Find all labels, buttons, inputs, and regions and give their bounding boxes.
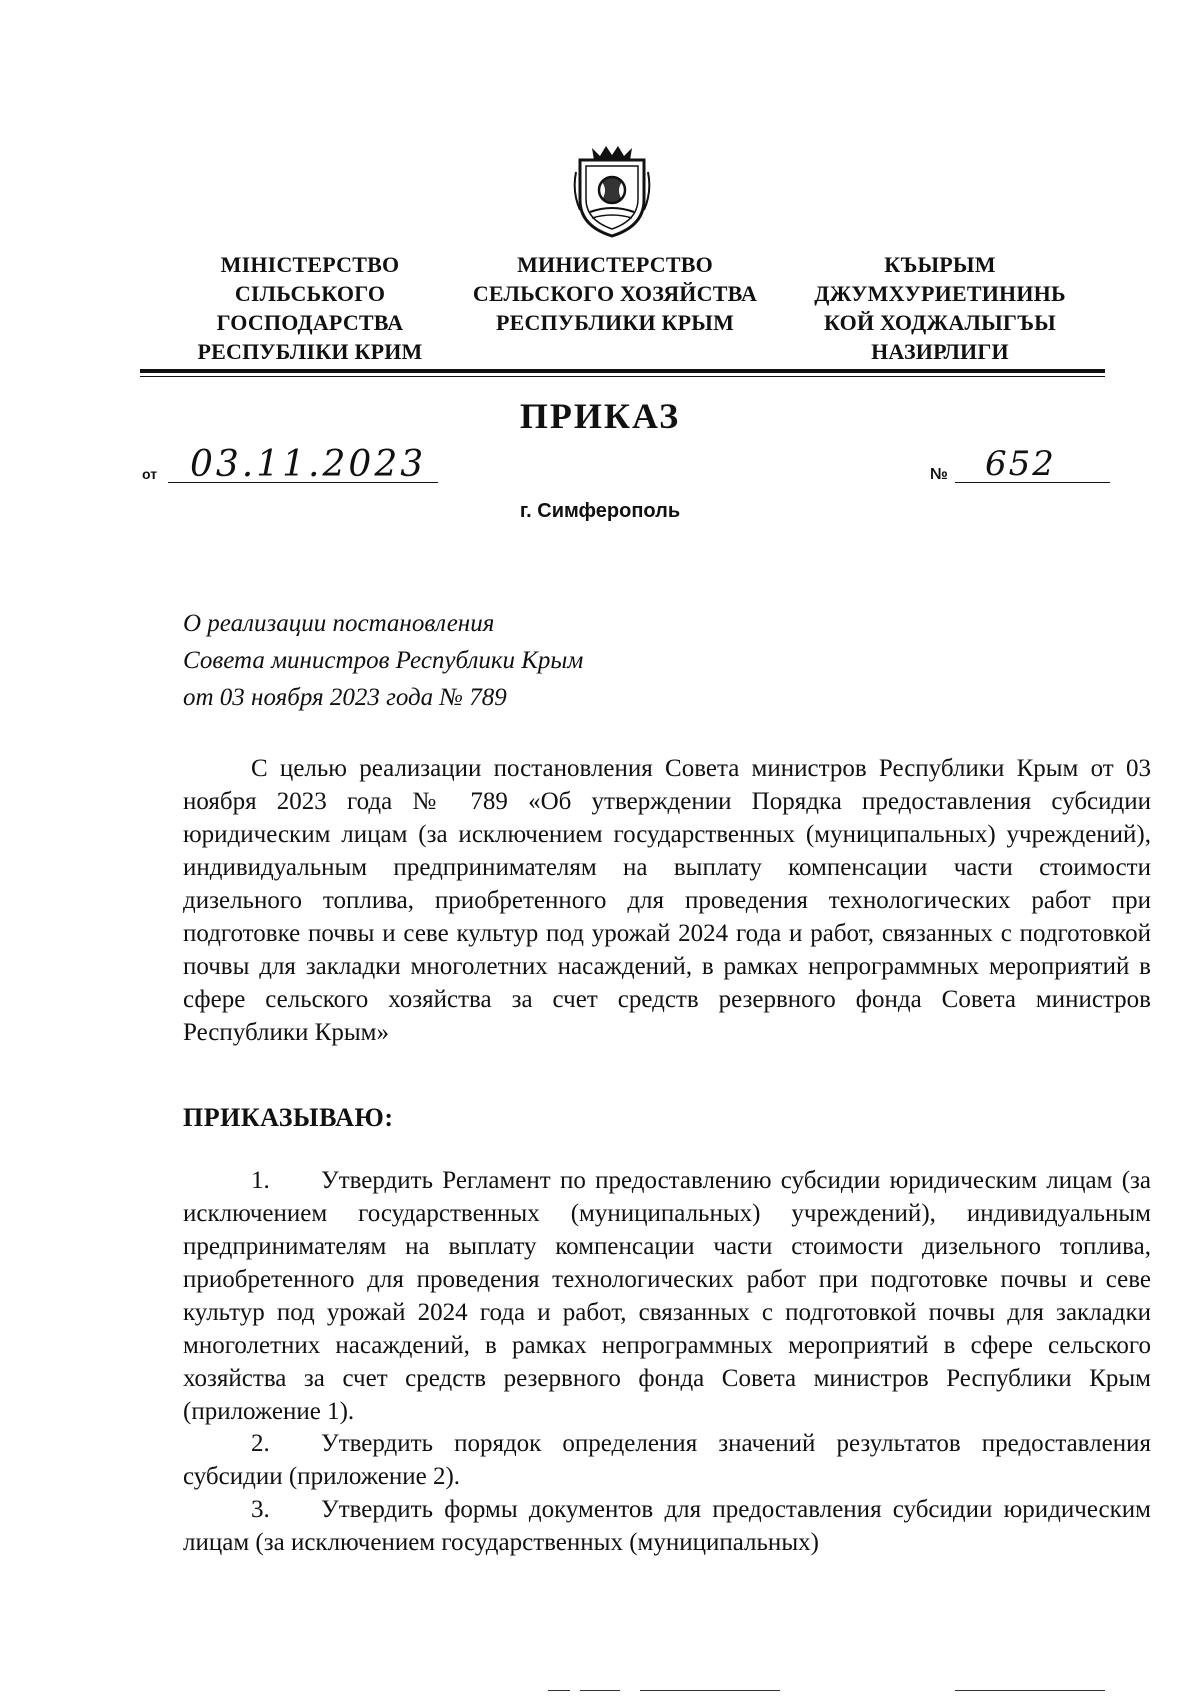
footer-dash <box>548 1690 570 1691</box>
document-subject: О реализации постановления Совета министров Республики Крым от 03 ноября 2023 года № 789 <box>183 610 584 711</box>
header-divider-thin <box>140 376 1105 377</box>
footer-dash <box>955 1690 1105 1691</box>
preamble-paragraph: С целью реализации постановления Совета министров Республики Крым от 03 ноября 2023 года № 789 «Об утверждении Порядка предоставления субсидии юридическим лицам (за исключением государственных (муниципальных) учреждений), индивидуальным предпринимателям на выплату компенсации части стоимости дизельного топлива, приобретенного для проведения технологических работ при подготовке почвы и севе культур под урожай 2024 года и работ, связанных с подготовкой почвы для закладки многолетних насаждений, в рамках непрограммных мероприятий в сфере сельского хозяйства за счет средств резервного фонда Совета министров Республики Крым» <box>183 755 1151 1046</box>
order-item-2 <box>183 1427 1151 1493</box>
header-org-ukrainian: МІНІСТЕРСТВО СІЛЬСЬКОГО ГОСПОДАРСТВА РЕСПУБЛІКИ КРИМ <box>197 252 423 364</box>
document-date: 03.11.2023 <box>190 444 427 485</box>
document-number: 652 <box>985 444 1056 484</box>
footer-dash <box>580 1690 620 1691</box>
order-item-number: 2. <box>251 1430 270 1457</box>
order-item-text: Утвердить порядок определения значений результатов предоставления субсидии (приложение 2). <box>183 1430 1151 1490</box>
header-org-crimean-tatar: КЪЫРЫМ ДЖУМХУРИЕТИНИНЬ КОЙ ХОДЖАЛЫГЪЫ НАЗИРЛИГИ <box>814 252 1066 364</box>
footer-dash <box>640 1690 780 1691</box>
order-item-number: 1. <box>251 1167 270 1194</box>
coat-of-arms-icon <box>572 142 652 238</box>
order-item-3 <box>183 1493 1151 1559</box>
order-item-number: 3. <box>251 1496 270 1523</box>
order-item-text: Утвердить Регламент по предоставлению субсидии юридическим лицам (за исключением государственных (муниципальных) учреждений), индивидуальным предпринимателям на выплату компенсации части стоимости дизельного топлива, приобретенного для проведения технологических работ при подготовке почвы и севе культур под урожай 2024 года и работ, связанных с подготовкой почвы для закладки многолетних насаждений, в рамках непрограммных мероприятий в сфере сельского хозяйства за счет средств резервного фонда Совета министров Республики Крым (приложение 1). <box>183 1167 1151 1425</box>
number-prefix: № <box>930 466 948 483</box>
document-city: г. Симферополь <box>519 500 681 522</box>
header-divider <box>140 369 1105 373</box>
order-item-text: Утвердить формы документов для предоставления субсидии юридическим лицам (за исключением государственных (муниципальных) <box>183 1496 1151 1556</box>
document-title: ПРИКАЗ <box>519 396 681 436</box>
date-prefix: от <box>142 466 158 482</box>
order-heading: ПРИКАЗЫВАЮ: <box>183 1103 394 1132</box>
order-item-1 <box>183 1164 1151 1428</box>
header-org-russian: МИНИСТЕРСТВО СЕЛЬСКОГО ХОЗЯЙСТВА РЕСПУБЛИКИ КРЫМ <box>472 252 758 335</box>
